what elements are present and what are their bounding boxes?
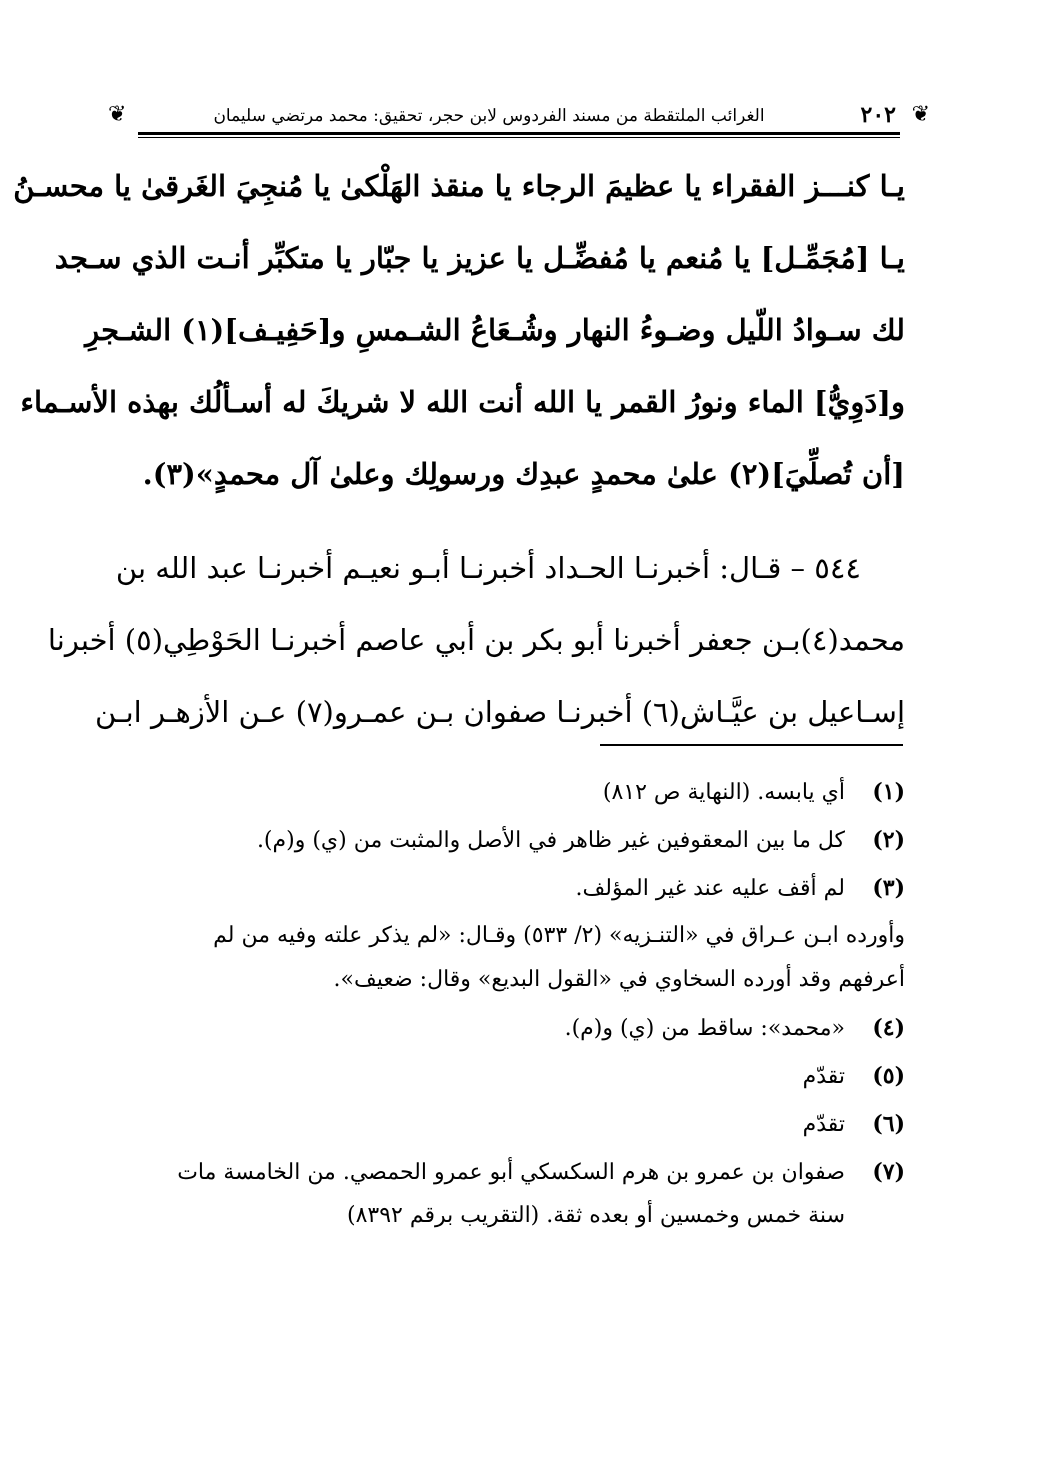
hadith-544-isnad — [47, 532, 905, 748]
footnote-number: (٧) — [872, 1159, 905, 1185]
running-header — [108, 98, 930, 138]
footnote-number: (٤) — [872, 1015, 905, 1041]
footnote-5 — [135, 1054, 905, 1098]
footnote-text: لم أقف عليه عند غير المؤلف. — [575, 876, 845, 901]
footnote-1 — [135, 770, 905, 814]
text-line: لك سـوادُ اللّيل وضـوءُ النهار وشُـعَاعُ الشـمسِ و[حَفِيـف](١) الشـجرِ — [85, 313, 905, 347]
footnote-text: تقدّم — [802, 1112, 845, 1137]
page-number: ٢٠٢ — [860, 102, 896, 128]
footnote-3-continuation: وأورده ابـن عـراق في «التنـزيه» (٢/ ٥٣٣) وقـال: «لم يذكر علته وفيه من لم — [213, 923, 905, 948]
text-line: ٥٤٤ – قـال: أخبرنـا الحـداد أخبرنـا أبـو نعيـم أخبرنـا عبد الله بن — [115, 551, 861, 585]
footnote-2 — [135, 818, 905, 862]
footnote-4 — [135, 1006, 905, 1050]
ornament-right-icon: ❦ — [911, 102, 930, 127]
text-line: إسـاعيل بن عيَّـاش(٦) أخبرنـا صفوان بـن عمـرو(٧) عـن الأزهـر ابـن — [95, 695, 905, 729]
footnote-text: كل ما بين المعقوفين غير ظاهر في الأصل والمثبت من (ي) و(م). — [256, 828, 845, 853]
footnote-number: (٣) — [872, 875, 905, 901]
footnotes — [135, 770, 905, 1238]
ornament-left-icon: ❦ — [108, 102, 127, 127]
supplication-text — [13, 150, 905, 510]
text-line: محمد(٤)بـن جعفر أخبرنا أبو بكر بن أبي عاصم أخبرنـا الحَوْطِي(٥) أخبرنا — [47, 623, 905, 657]
footnote-number: (٦) — [872, 1111, 905, 1137]
header-title: الغرائب الملتقطة من مسند الفردوس لابن حجر، تحقيق: محمد مرتضي سليمان — [213, 106, 765, 126]
footnote-7-continuation: سنة خمس وخمسين أو بعده ثقة. (التقريب برقم ٨٣٩٢) — [346, 1203, 845, 1228]
header-rule-thin — [138, 137, 900, 138]
footnote-text: تقدّم — [802, 1064, 845, 1089]
footnote-text: صفوان بن عمرو بن هرم السكسكي أبو عمرو الحمصي. من الخامسة مات — [177, 1160, 845, 1185]
footnote-7 — [135, 1150, 905, 1194]
text-line: يـا كنـــز الفقراء يا عظيمَ الرجاء يا منقذ الهَلْكىٰ يا مُنجِيَ الغَرقىٰ يا محسـنُ — [13, 169, 905, 203]
text-line: و[دَوِيُّ] الماء ونورُ القمر يا الله أنت الله لا شريكَ له أسـألُك بهذه الأسـماء — [20, 385, 905, 419]
footnote-6 — [135, 1102, 905, 1146]
text-line: [أن تُصلِّيَ](٢) علىٰ محمدٍ عبدِك ورسولِك وعلىٰ آل محمدٍ»(٣). — [142, 457, 905, 491]
footnote-number: (١) — [872, 779, 905, 805]
header-rule-thick — [138, 132, 900, 135]
footnote-number: (٢) — [872, 827, 905, 853]
footnote-text: أي يابسه. (النهاية ص ٨١٢) — [602, 780, 845, 805]
text-line: يـا [مُجَمِّـل] يا مُنعم يا مُفضِّـل يا عزيز يا جبّار يا متكبِّر أنـت الذي سـجد — [54, 241, 905, 275]
footnote-text: «محمد»: ساقط من (ي) و(م). — [564, 1016, 845, 1041]
footnote-3 — [135, 866, 905, 910]
footnote-number: (٥) — [872, 1063, 905, 1089]
footnote-3-continuation: أعرفهم وقد أورده السخاوي في «القول البديع» وقال: ضعيف». — [333, 967, 905, 992]
footnote-separator — [600, 744, 903, 746]
